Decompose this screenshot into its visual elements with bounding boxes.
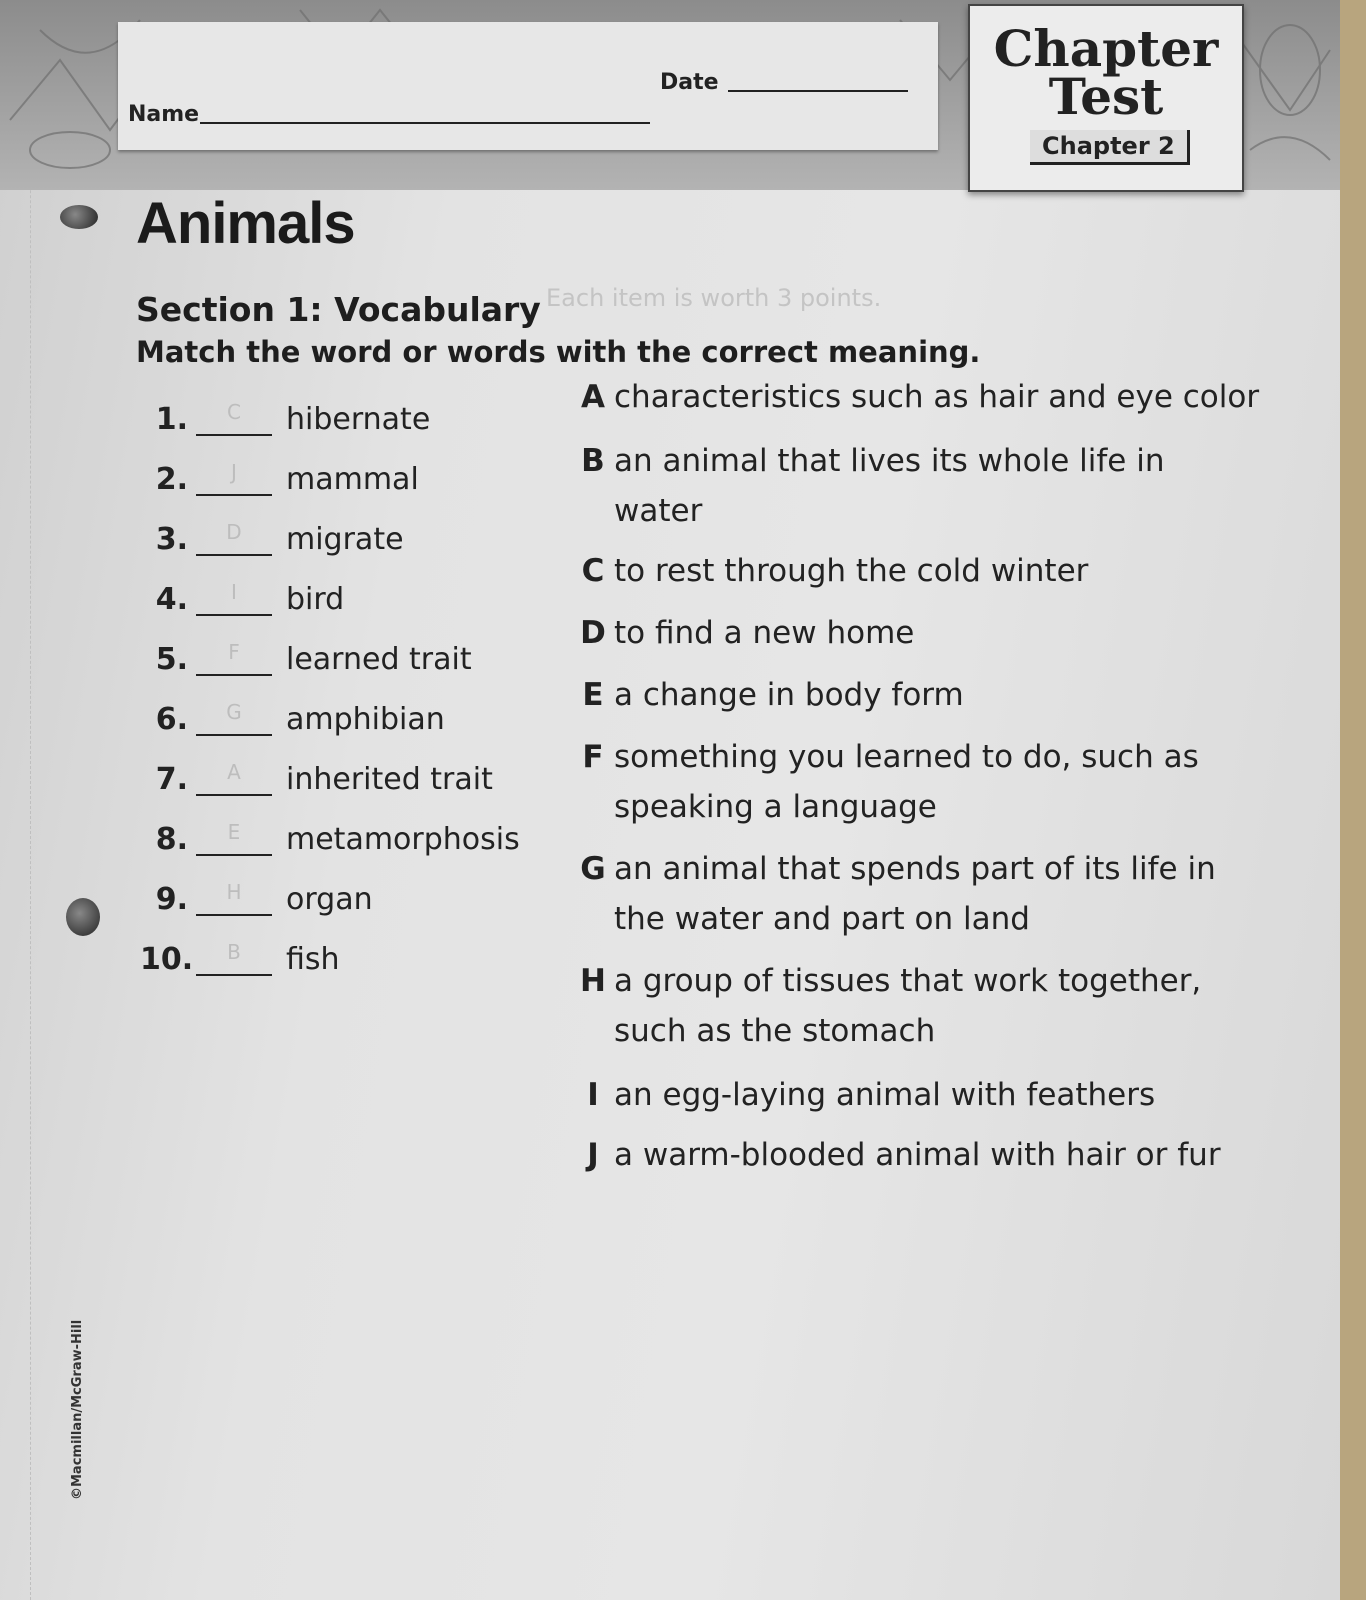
definition-letter: C xyxy=(581,553,605,589)
definition-letter: H xyxy=(580,963,606,999)
definition-text: a group of tissues that work together, such as the stomach xyxy=(614,963,1202,1049)
bullet-dot xyxy=(66,898,100,936)
item-word: learned trait xyxy=(286,642,472,677)
item-word: inherited trait xyxy=(286,762,493,797)
definition-text: characteristics such as hair and eye color xyxy=(614,379,1260,415)
chapter-test-line1: Chapter xyxy=(993,19,1219,78)
item-number: 2. xyxy=(155,462,188,497)
definition-letter: G xyxy=(580,851,606,887)
page-title: Animals xyxy=(136,191,355,256)
bullet-dot xyxy=(60,205,98,229)
definition-letter: E xyxy=(582,677,604,713)
definition-letter: I xyxy=(587,1077,599,1113)
item-number: 5. xyxy=(155,642,188,677)
item-number: 4. xyxy=(155,582,188,617)
answer-blank[interactable]: H xyxy=(196,882,272,916)
definition-text: a change in body form xyxy=(614,677,964,713)
item-word: amphibian xyxy=(286,702,445,737)
item-number: 6. xyxy=(155,702,188,737)
definition-letter: J xyxy=(587,1137,599,1173)
definition-text: an egg-laying animal with feathers xyxy=(614,1077,1156,1113)
answer-blank[interactable]: C xyxy=(196,402,272,436)
answer-blank[interactable]: A xyxy=(196,762,272,796)
answer-blank[interactable]: F xyxy=(196,642,272,676)
item-word: fish xyxy=(286,942,340,977)
answer-blank[interactable]: I xyxy=(196,582,272,616)
item-number: 8. xyxy=(155,822,188,857)
definition-text: an animal that lives its whole life in water xyxy=(614,443,1165,529)
item-word: mammal xyxy=(286,462,419,497)
definition-text: to find a new home xyxy=(614,615,915,651)
definition-letter: D xyxy=(580,615,606,651)
name-label: Name xyxy=(128,102,200,127)
item-word: metamorphosis xyxy=(286,822,520,857)
date-line[interactable] xyxy=(728,90,908,92)
definition-letter: A xyxy=(581,379,605,415)
item-word: hibernate xyxy=(286,402,431,437)
answer-blank[interactable]: D xyxy=(196,522,272,556)
definition-letter: F xyxy=(582,739,604,775)
definition-text: an animal that spends part of its life in the water and part on land xyxy=(614,851,1216,937)
definition-text: something you learned to do, such as speaking a language xyxy=(614,739,1199,825)
chapter-test-box xyxy=(968,4,1244,192)
name-date-box xyxy=(118,22,938,150)
definition-text: a warm-blooded animal with hair or fur xyxy=(614,1137,1221,1173)
points-note: Each item is worth 3 points. xyxy=(546,284,882,312)
date-label: Date xyxy=(660,70,719,95)
item-number: 10. xyxy=(140,942,194,977)
definition-letter: B xyxy=(581,443,605,479)
section-heading: Section 1: Vocabulary xyxy=(136,290,541,329)
answer-blank[interactable]: E xyxy=(196,822,272,856)
answer-blank[interactable]: B xyxy=(196,942,272,976)
name-line[interactable] xyxy=(200,122,650,124)
item-number: 1. xyxy=(155,402,188,437)
copyright-notice: ©Macmillan/McGraw-Hill xyxy=(70,1319,85,1500)
item-number: 7. xyxy=(155,762,188,797)
item-word: migrate xyxy=(286,522,404,557)
binder-margin xyxy=(30,0,33,1600)
answer-blank[interactable]: J xyxy=(196,462,272,496)
item-word: bird xyxy=(286,582,345,617)
item-number: 9. xyxy=(155,882,188,917)
chapter-tag: Chapter 2 xyxy=(1030,130,1190,165)
definition-text: to rest through the cold winter xyxy=(614,553,1089,589)
answer-blank[interactable]: G xyxy=(196,702,272,736)
instructions: Match the word or words with the correct meaning. xyxy=(136,335,981,369)
item-number: 3. xyxy=(155,522,188,557)
item-word: organ xyxy=(286,882,373,917)
chapter-test-line2: Test xyxy=(1048,67,1164,126)
